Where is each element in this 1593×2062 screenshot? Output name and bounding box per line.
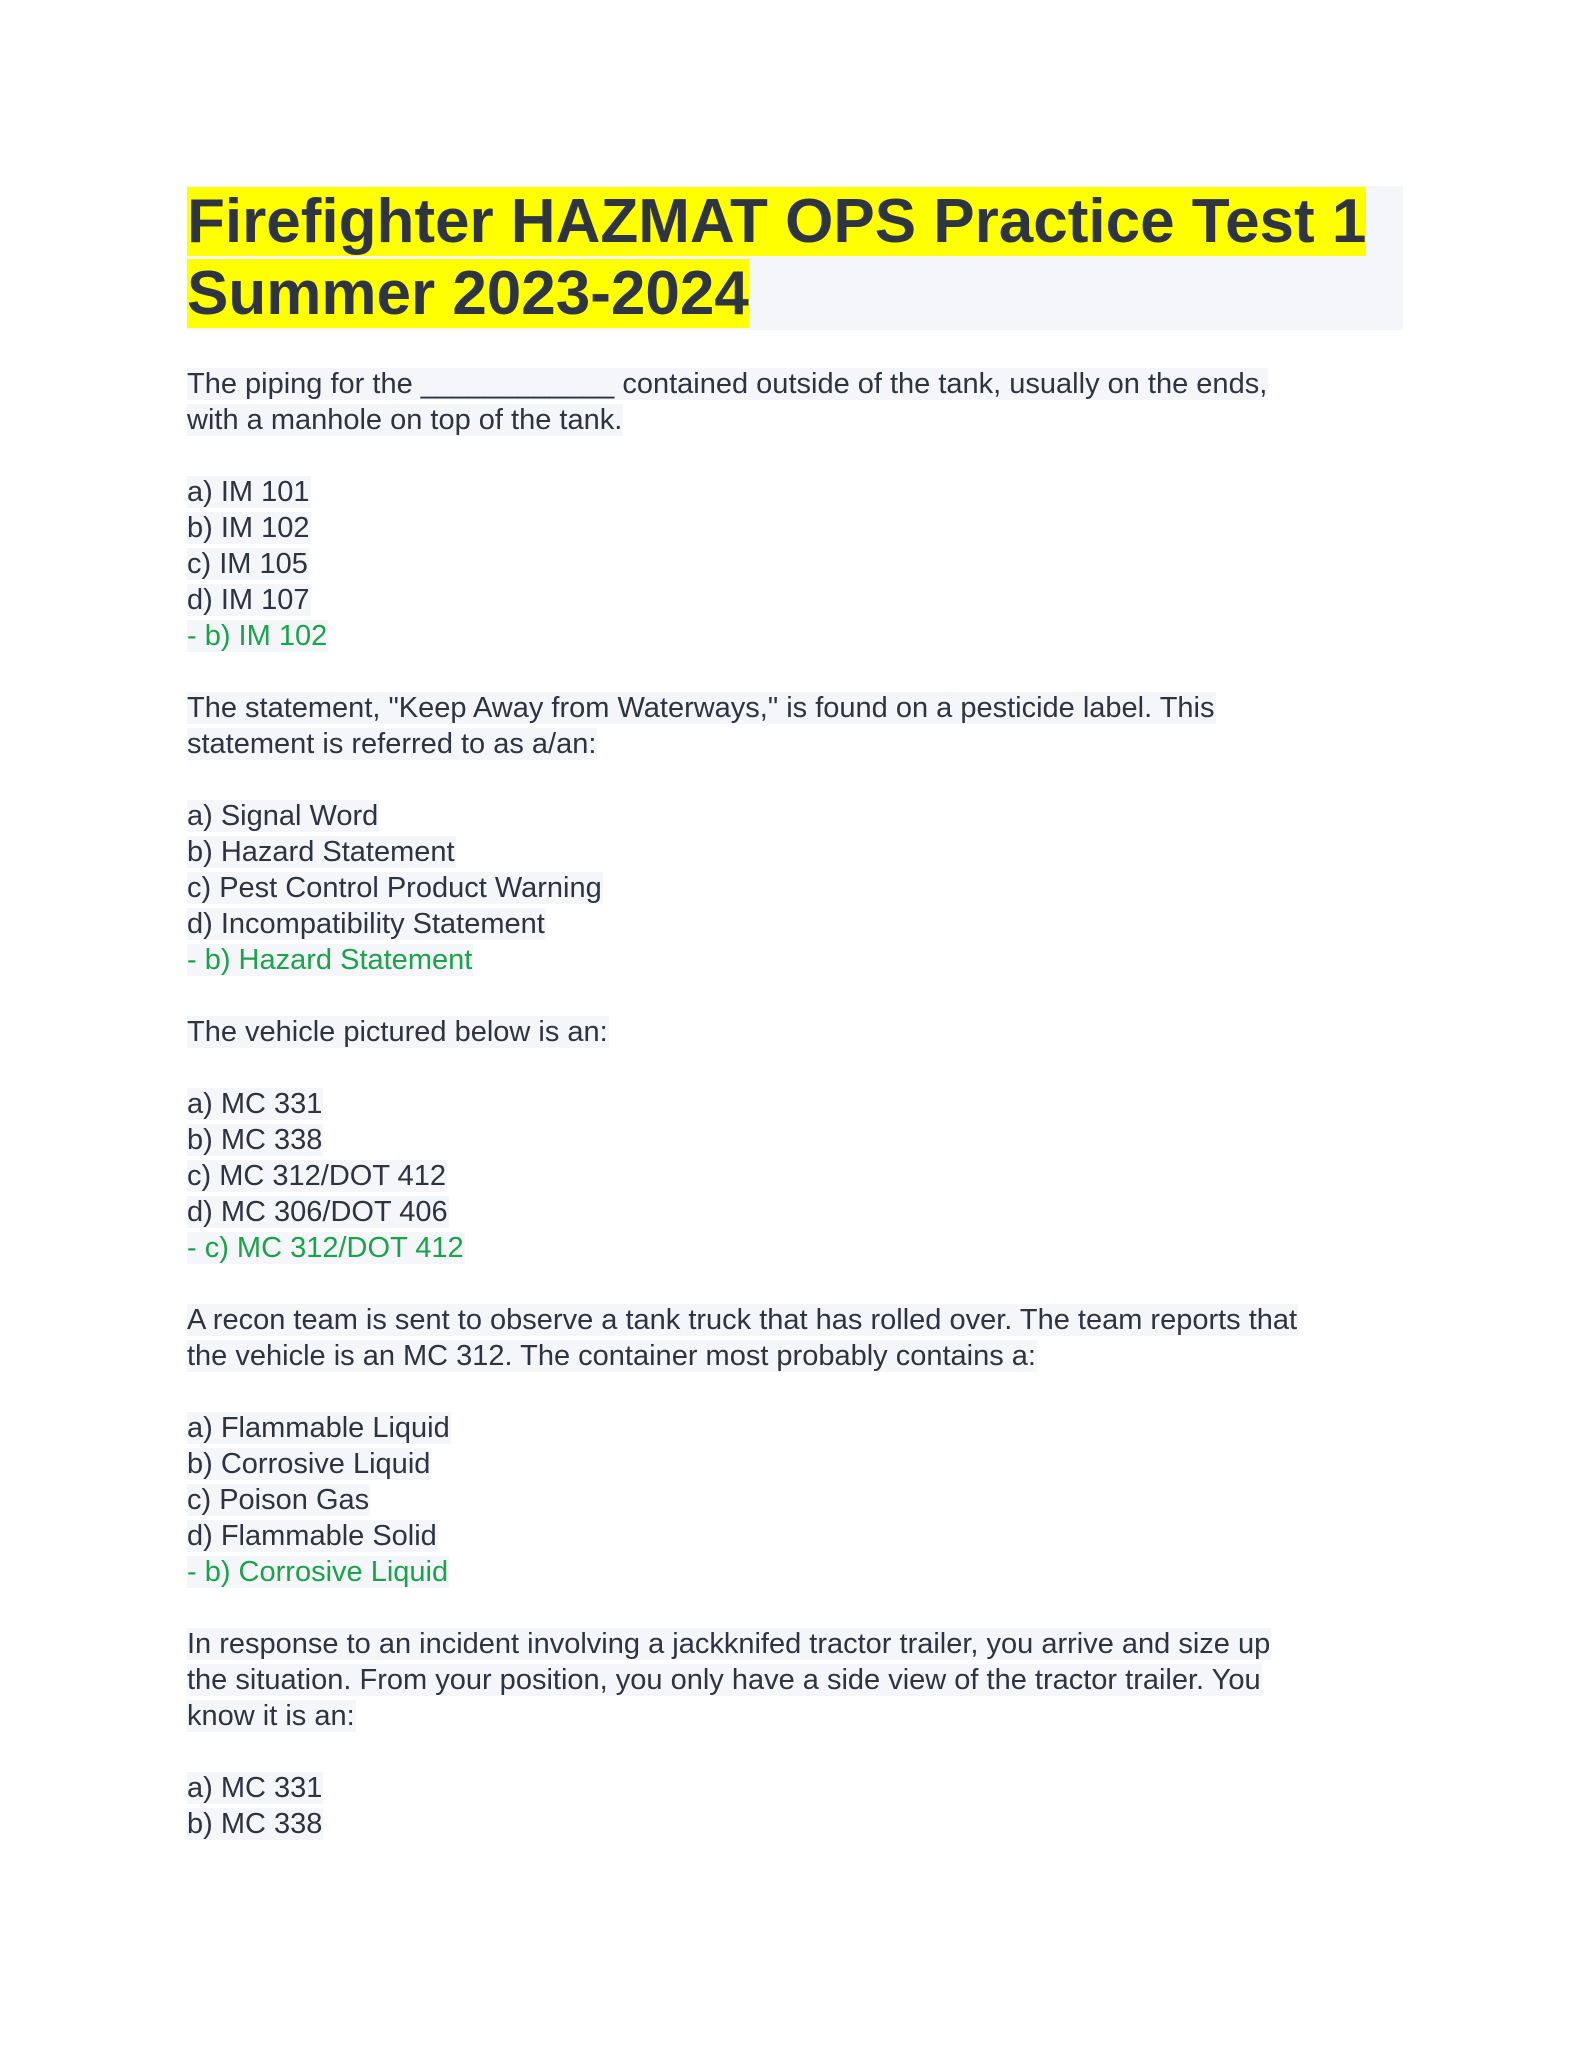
question-block [187, 690, 1417, 978]
question-text [187, 1302, 1417, 1374]
option-a: a) Flammable Liquid [187, 1412, 450, 1444]
correct-answer: - b) IM 102 [187, 620, 328, 652]
option-c: c) Pest Control Product Warning [187, 872, 602, 904]
question-line: the vehicle is an MC 312. The container most probably contains a: [187, 1340, 1036, 1372]
question-text [187, 1014, 1417, 1050]
question-text [187, 690, 1417, 762]
option-a: a) MC 331 [187, 1088, 323, 1120]
title-block [187, 186, 1403, 330]
question-line: know it is an: [187, 1700, 355, 1732]
question-text [187, 1626, 1417, 1734]
option-d: d) Flammable Solid [187, 1520, 437, 1552]
question-line: The statement, "Keep Away from Waterways," is found on a pesticide label. This [187, 692, 1215, 724]
option-b: b) Hazard Statement [187, 836, 455, 868]
title-line-1: Firefighter HAZMAT OPS Practice Test 1 [187, 187, 1367, 256]
option-a: a) Signal Word [187, 800, 379, 832]
option-c: c) IM 105 [187, 548, 308, 580]
question-list [187, 366, 1417, 1878]
question-line: The piping for the ____________ contained outside of the tank, usually on the ends, [187, 368, 1268, 400]
option-c: c) Poison Gas [187, 1484, 370, 1516]
question-line: with a manhole on top of the tank. [187, 404, 623, 436]
question-block [187, 366, 1417, 654]
option-a: a) MC 331 [187, 1772, 323, 1804]
option-d: d) IM 107 [187, 584, 310, 616]
question-line: A recon team is sent to observe a tank truck that has rolled over. The team reports that [187, 1304, 1298, 1336]
option-b: b) MC 338 [187, 1808, 323, 1840]
options-list [187, 474, 1417, 654]
question-block [187, 1626, 1417, 1842]
option-b: b) MC 338 [187, 1124, 323, 1156]
options-list [187, 1410, 1417, 1590]
option-c: c) MC 312/DOT 412 [187, 1160, 446, 1192]
question-block [187, 1302, 1417, 1590]
title-line-2: Summer 2023-2024 [187, 259, 749, 328]
correct-answer: - c) MC 312/DOT 412 [187, 1232, 464, 1264]
question-line: The vehicle pictured below is an: [187, 1016, 608, 1048]
options-list [187, 1086, 1417, 1266]
option-b: b) IM 102 [187, 512, 310, 544]
question-line: the situation. From your position, you only have a side view of the tractor trailer. You [187, 1664, 1261, 1696]
question-text [187, 366, 1417, 438]
options-list [187, 798, 1417, 978]
option-d: d) MC 306/DOT 406 [187, 1196, 448, 1228]
question-block [187, 1014, 1417, 1266]
option-a: a) IM 101 [187, 476, 310, 508]
options-list [187, 1770, 1417, 1842]
option-b: b) Corrosive Liquid [187, 1448, 431, 1480]
correct-answer: - b) Corrosive Liquid [187, 1556, 449, 1588]
correct-answer: - b) Hazard Statement [187, 944, 473, 976]
question-line: statement is referred to as a/an: [187, 728, 597, 760]
document-title [187, 186, 1403, 330]
question-line: In response to an incident involving a jackknifed tractor trailer, you arrive and size up [187, 1628, 1271, 1660]
option-d: d) Incompatibility Statement [187, 908, 545, 940]
